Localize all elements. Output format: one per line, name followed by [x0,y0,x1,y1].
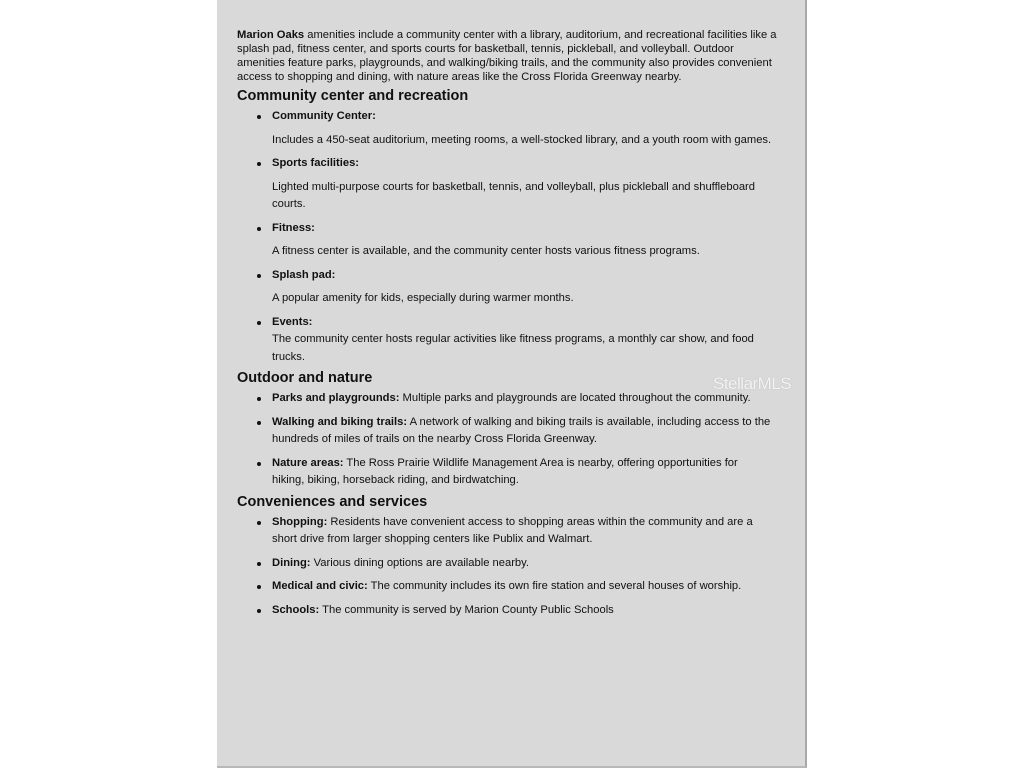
document-page [217,0,807,768]
item-description: A popular amenity for kids, especially during warmer months. [272,292,574,304]
list-item [272,514,777,549]
item-label: Sports facilities: [272,157,360,169]
intro-text: amenities include a community center with a library, auditorium, and recreational facilities like a splash pad, fitness center, and sports courts for basketball, tennis, pickleball, and volleyball. Outdoor amenities feature parks, playgrounds, and walking/biking trails, and the community also provides convenient access to shopping and dining, with nature areas like the Cross Florida Greenway nearby. [237,29,777,83]
community-center-list [237,108,777,366]
document-content [237,28,777,625]
item-label: Shopping: [272,515,328,528]
item-description: The community includes its own fire station and several houses of worship. [367,580,742,592]
item-label: Fitness: [272,221,315,234]
item-label: Dining: [272,556,311,569]
list-item [272,108,777,149]
list-item [272,602,777,620]
outdoor-nature-list [237,390,777,490]
list-item [272,455,777,490]
conveniences-list [237,514,777,620]
item-description: A network of walking and biking trails is available, including access to the hundreds of miles of trails on the nearby Cross Florida Greenway. [272,415,771,445]
list-item [272,555,777,573]
item-label: Splash pad: [272,268,336,281]
item-description: The community is served by Marion County Public Schools [319,603,614,616]
section-heading-outdoor-nature: Outdoor and nature [237,370,373,386]
list-item [272,220,777,261]
item-label: Parks and playgrounds: [272,392,400,404]
item-label: Community Center: [272,110,376,122]
item-description: A fitness center is available, and the community center hosts various fitness programs. [272,245,700,257]
item-label: Nature areas: [272,456,344,469]
item-label: Events: [272,315,313,328]
item-description: Lighted multi-purpose courts for basketball, tennis, and volleyball, plus pickleball and shuffleboard courts. [272,180,756,210]
list-item [272,267,777,308]
item-description: The community center hosts regular activities like fitness programs, a monthly car show, and food trucks. [272,333,754,363]
item-description: The Ross Prairie Wildlife Management Area is nearby, offering opportunities for hiking, biking, horseback riding, and birdwatching. [272,456,738,486]
intro-community-name: Marion Oaks [237,29,305,41]
list-item [272,578,777,596]
list-item [272,155,777,214]
mls-watermark: StellarMLS [713,374,792,393]
item-description: Includes a 450-seat auditorium, meeting rooms, a well-stocked library, and a youth room with games. [272,133,772,146]
section-heading-conveniences: Conveniences and services [237,493,428,510]
item-label: Medical and civic: [272,580,368,592]
section-heading-community-center: Community center and recreation [237,88,469,104]
list-item [272,314,777,367]
item-label: Schools: [272,603,320,616]
item-description: Various dining options are available nearby. [310,556,530,569]
item-description: Residents have convenient access to shopping areas within the community and are a short drive from larger shopping centers like Publix and Walmart. [272,515,753,545]
list-item [272,414,777,449]
item-label: Walking and biking trails: [272,415,408,428]
item-description: Multiple parks and playgrounds are located throughout the community. [399,392,751,404]
intro-paragraph [237,28,777,84]
list-item [272,390,777,408]
